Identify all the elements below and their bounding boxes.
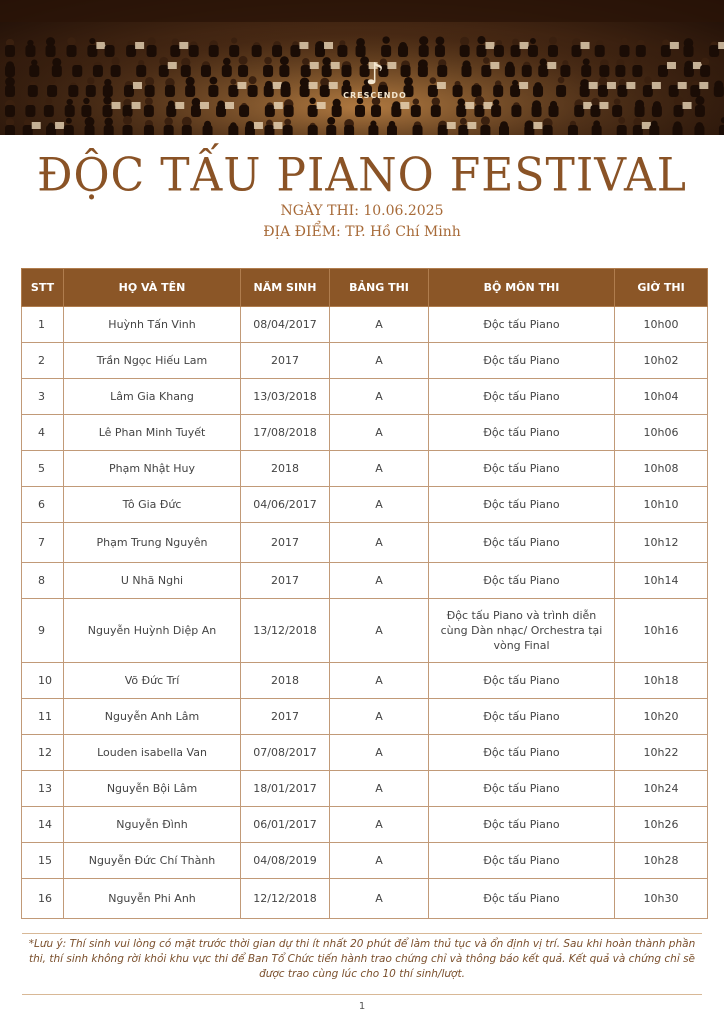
exam-time: 10h08 (615, 451, 708, 487)
table-row (22, 563, 708, 599)
exam-time: 10h16 (615, 599, 708, 663)
exam-time: 10h00 (615, 307, 708, 343)
column-header: BỘ MÔN THI (429, 269, 615, 307)
birth-date: 2017 (241, 523, 330, 563)
contestant-name: Louden isabella Van (64, 735, 241, 771)
category: Độc tấu Piano (429, 307, 615, 343)
row-number: 7 (22, 523, 64, 563)
exam-time: 10h02 (615, 343, 708, 379)
category: Độc tấu Piano (429, 563, 615, 599)
category: Độc tấu Piano (429, 735, 615, 771)
table-row (22, 451, 708, 487)
logo-name: CRESCENDO (343, 91, 407, 100)
group: A (330, 451, 429, 487)
column-header: NĂM SINH (241, 269, 330, 307)
table-row (22, 735, 708, 771)
exam-time: 10h14 (615, 563, 708, 599)
exam-time: 10h30 (615, 879, 708, 919)
contestant-name: Nguyễn Anh Lâm (64, 699, 241, 735)
logo-mark-icon: ♪ (365, 57, 385, 92)
contestant-name: Huỳnh Tấn Vinh (64, 307, 241, 343)
crescendo-logo (330, 40, 420, 100)
contestant-table (21, 268, 708, 919)
table-row (22, 415, 708, 451)
exam-time: 10h04 (615, 379, 708, 415)
category: Độc tấu Piano (429, 807, 615, 843)
note-divider-bottom (22, 994, 702, 995)
exam-time: 10h24 (615, 771, 708, 807)
exam-time: 10h06 (615, 415, 708, 451)
orchestra-banner (0, 0, 724, 135)
group: A (330, 771, 429, 807)
row-number: 9 (22, 599, 64, 663)
category: Độc tấu Piano (429, 487, 615, 523)
group: A (330, 843, 429, 879)
exam-time: 10h18 (615, 663, 708, 699)
contestant-name: Phạm Trung Nguyên (64, 523, 241, 563)
row-number: 12 (22, 735, 64, 771)
birth-date: 18/01/2017 (241, 771, 330, 807)
birth-date: 2017 (241, 563, 330, 599)
birth-date: 12/12/2018 (241, 879, 330, 919)
birth-date: 04/06/2017 (241, 487, 330, 523)
group: A (330, 523, 429, 563)
row-number: 2 (22, 343, 64, 379)
exam-time: 10h10 (615, 487, 708, 523)
contestant-name: U Nhã Nghi (64, 563, 241, 599)
contestant-name: Nguyễn Bội Lâm (64, 771, 241, 807)
contestant-name: Võ Đức Trí (64, 663, 241, 699)
exam-time: 10h20 (615, 699, 708, 735)
birth-date: 2018 (241, 663, 330, 699)
row-number: 10 (22, 663, 64, 699)
contestant-name: Nguyễn Đức Chí Thành (64, 843, 241, 879)
column-header: BẢNG THI (330, 269, 429, 307)
contestant-name: Trần Ngọc Hiếu Lam (64, 343, 241, 379)
group: A (330, 879, 429, 919)
birth-date: 04/08/2019 (241, 843, 330, 879)
group: A (330, 807, 429, 843)
birth-date: 13/12/2018 (241, 599, 330, 663)
category: Độc tấu Piano (429, 379, 615, 415)
birth-date: 2017 (241, 343, 330, 379)
birth-date: 07/08/2017 (241, 735, 330, 771)
group: A (330, 343, 429, 379)
contestant-name: Tô Gia Đức (64, 487, 241, 523)
category: Độc tấu Piano (429, 771, 615, 807)
table-row (22, 307, 708, 343)
contestant-name: Lâm Gia Khang (64, 379, 241, 415)
table-row (22, 879, 708, 919)
row-number: 1 (22, 307, 64, 343)
row-number: 3 (22, 379, 64, 415)
group: A (330, 735, 429, 771)
page-title: ĐỘC TẤU PIANO FESTIVAL (36, 148, 688, 203)
birth-date: 08/04/2017 (241, 307, 330, 343)
group: A (330, 563, 429, 599)
category: Độc tấu Piano (429, 843, 615, 879)
note-divider-top (22, 933, 702, 934)
table-row (22, 523, 708, 563)
group: A (330, 415, 429, 451)
row-number: 15 (22, 843, 64, 879)
group: A (330, 699, 429, 735)
column-header: STT (22, 269, 64, 307)
contestant-name: Lê Phan Minh Tuyết (64, 415, 241, 451)
category: Độc tấu Piano (429, 663, 615, 699)
group: A (330, 487, 429, 523)
birth-date: 13/03/2018 (241, 379, 330, 415)
table-row (22, 771, 708, 807)
birth-date: 2017 (241, 699, 330, 735)
row-number: 6 (22, 487, 64, 523)
category: Độc tấu Piano (429, 415, 615, 451)
table-row (22, 807, 708, 843)
column-header: GIỜ THI (615, 269, 708, 307)
contestant-name: Phạm Nhật Huy (64, 451, 241, 487)
group: A (330, 379, 429, 415)
exam-time: 10h26 (615, 807, 708, 843)
row-number: 11 (22, 699, 64, 735)
table-header-row (22, 269, 708, 307)
table-row (22, 699, 708, 735)
table-row (22, 843, 708, 879)
table-row (22, 663, 708, 699)
row-number: 16 (22, 879, 64, 919)
exam-time: 10h22 (615, 735, 708, 771)
row-number: 5 (22, 451, 64, 487)
footnote: *Lưu ý: Thí sinh vui lòng có mặt trước thời gian dự thi ít nhất 20 phút để làm thủ tục và ổn định vị trí. Sau khi hoàn thành phần thi, thí sinh không rời khỏi khu vực thi để Ban Tổ Chức tiến hành trao chứng chỉ và thông báo kết quả. Kết quả và chứng chỉ sẽ được trao cùng lúc cho 10 thí sinh/lượt. (28, 938, 696, 980)
exam-location: ĐỊA ĐIỂM: TP. Hồ Chí Minh (263, 224, 461, 240)
row-number: 4 (22, 415, 64, 451)
table-row (22, 343, 708, 379)
row-number: 13 (22, 771, 64, 807)
contestant-name: Nguyễn Huỳnh Diệp An (64, 599, 241, 663)
row-number: 8 (22, 563, 64, 599)
birth-date: 06/01/2017 (241, 807, 330, 843)
contestant-name: Nguyễn Phi Anh (64, 879, 241, 919)
exam-time: 10h28 (615, 843, 708, 879)
row-number: 14 (22, 807, 64, 843)
group: A (330, 599, 429, 663)
birth-date: 17/08/2018 (241, 415, 330, 451)
category: Độc tấu Piano (429, 523, 615, 563)
table-row (22, 599, 708, 663)
group: A (330, 663, 429, 699)
group: A (330, 307, 429, 343)
exam-time: 10h12 (615, 523, 708, 563)
category: Độc tấu Piano và trình diễn cùng Dàn nhạc/ Orchestra tại vòng Final (429, 599, 615, 663)
page-number: 1 (358, 1001, 366, 1012)
contestant-name: Nguyễn Đình (64, 807, 241, 843)
table-row (22, 487, 708, 523)
category: Độc tấu Piano (429, 451, 615, 487)
category: Độc tấu Piano (429, 879, 615, 919)
birth-date: 2018 (241, 451, 330, 487)
category: Độc tấu Piano (429, 699, 615, 735)
exam-date: NGÀY THI: 10.06.2025 (280, 203, 444, 219)
table-row (22, 379, 708, 415)
column-header: HỌ VÀ TÊN (64, 269, 241, 307)
category: Độc tấu Piano (429, 343, 615, 379)
